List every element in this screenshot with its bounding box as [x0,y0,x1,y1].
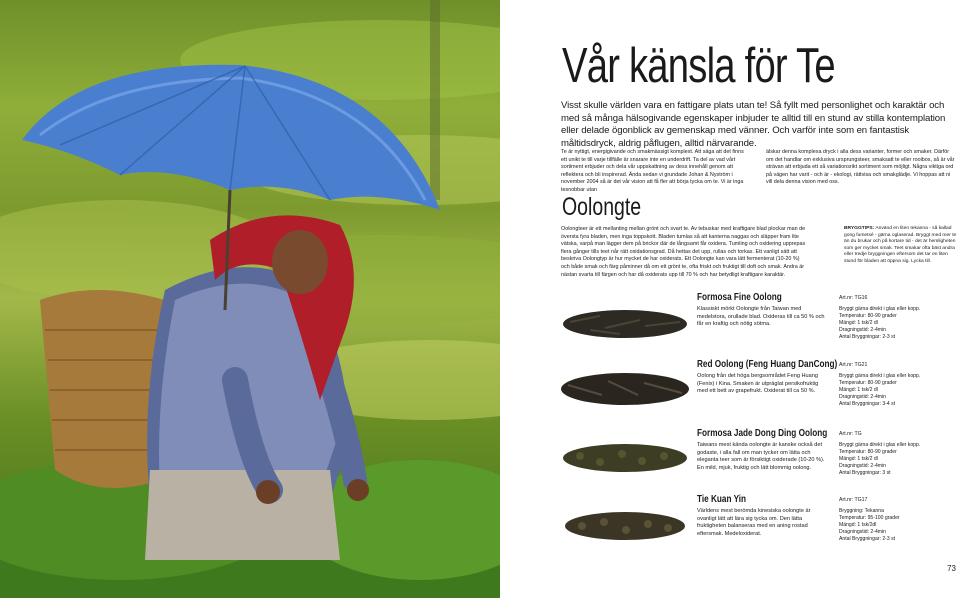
brew-line: Bryggt gärna direkt i glas eller kopp. [839,442,921,448]
brew-line: Antal Bryggningar: 2-3 st [839,535,896,542]
brew-line: Temperatur: 80-90 grader [839,448,897,455]
tea-leaves-image [560,365,690,415]
tea-brew-info [839,508,959,543]
tea-art-nr: Art.nr: TG17 [839,497,868,503]
text-page [500,0,960,598]
brew-line: Mängd: 1 tsk/2 dl [839,455,878,462]
tea-description: Taiwans mest kända oolongte är kanske också det godaste, i alla fall om man tycker om lätta och eleganta teer som är försiktigt oxiderade (10-20 %). En mild, mjuk, fruktig och lätt blommig oolong. [697,442,825,471]
brew-tip-text: Använd en liten tekanna - så kallad gong fumetsé - gärna oglaserad. Bryggt med mer te än du brukar och på kortare tid - det är hemligheten som ger mycket smak. Teet smakar ofta bäst andra eller tredje bryggningen eftersom det tar en liten stund för bladen att öppna sig. Lycka till. [844,226,957,264]
tea-item [560,494,960,584]
brew-line: Mängd: 1 tsk/2dl [839,521,877,528]
tea-art-nr: Art.nr: TG [839,431,862,437]
page-number: 73 [947,564,956,573]
brew-line: Antal Bryggningar: 2-3 st [839,333,896,340]
tea-leaves-image [560,500,690,550]
intro-column-right: älskar denna komplexa dryck i alla dess varianter, former och smaker. Därför om det handlar om exklusiva ursprungsteer, smaksatt te eller rooibos, så är vår strävan att erbjuda ett så variationsrikt sortiment som möjligt. Några viktiga ord på vägen har varit - och är - ekologi, rättvisa och smakglädje. Vi hoppas att ni vill dela denna vision med oss. [766,149,955,186]
tea-brew-info [839,373,959,408]
brew-tip [844,226,960,266]
tea-name: Tie Kuan Yin [697,494,747,505]
tea-leaves-image [560,434,690,484]
brew-line: Dragningstid: 2-4min [839,326,886,333]
section-text: Oolongteer är ett mellanting mellan grönt och svart te. Av tebuskar med kraftigare blad plockar man de översta fyra bladen, men inga toppskott. Bladen tumlas så att kanterna naggas och släpper fram lite vätska, varpå man lägger dem på brickor där de långsamt får oxidera. Tumling och oxidering upprepas flera gånger tills teet når rätt oxidationsgrad. Då hettas det upp, rullas och torkas. Ett vanligt sätt att beskriva Oolongtyp är hur mycket de har oxiderats. Ett Oolongte kan vara lätt fermenterat (10-20 %) och både smak och färg påminner då om ett grönt te, ofta friskt och fruktigt till doft och smak. Andra är nästan svarta till färgen och har då oxiderats upp till 70 % och har betydligt kraftigare karaktär. [561,226,806,278]
brew-line: Bryggt gärna direkt i glas eller kopp. [839,373,921,379]
tea-description: Klassiskt mörkt Oolongte från Taiwan med medelstora, orullade blad. Oxideras till ca 50 % och får en kraftig och nötig sötma. [697,306,825,327]
tea-name: Formosa Fine Oolong [697,292,782,303]
tea-description: Oolong från det höga bergsområdet Feng Huang (Fenix) i Kina. Smaken är utpräglat persikofruktig med ett bett av grapefrukt. Oxiderat till ca 50 %. [697,373,819,394]
tea-brew-info [839,306,959,341]
intro-column-left: Te är nyttigt, energigivande och smakmässigt komplext. Att säga att det finns ett unikt te till varje tillfälle är snarare inte en underdrift. Ta del av vad vårt sortiment erbjuder och dela vår uppskattning av dess innehåll genom att reflektera och bli inspirerad. Ända sedan vi grundade Johan & Nyström i november 2004 så är det vår vision att få fler att börja tycka om te. Vi är inga tesnobbar utan [561,149,744,193]
brew-line: Temperatur: 95-100 grader [839,514,900,521]
lead-paragraph: Visst skulle världen vara en fattigare plats utan te! Så fyllt med personlighet och karaktär och med så många hälsogivande egenskaper inbjuder te alltid till en stund av stilla kontemplation eller delade ögonblick av gemenskap med vänner. Och varför inte som en fantastisk måltidsdryck, aldrig påflugen, alltid närvarande. [561,100,946,149]
brew-line: Antal Bryggningar: 3 st [839,469,891,476]
brew-tip-label: BRYGGTIPS: [844,226,875,231]
brew-line: Bryggning: Tekanna [839,508,884,514]
page-title: Vår känsla för Te [562,39,835,93]
brew-line: Bryggt gärna direkt i glas eller kopp. [839,306,921,312]
brew-line: Antal Bryggningar: 3-4 st [839,400,896,407]
brew-line: Temperatur: 80-90 grader [839,312,897,319]
brew-line: Dragningstid: 2-4min [839,462,886,469]
tea-art-nr: Art.nr: TG16 [839,295,868,301]
tea-brew-info [839,442,959,477]
tea-leaves-image [560,298,690,348]
tea-name: Formosa Jade Dong Ding Oolong [697,428,828,439]
brew-line: Mängd: 1 tsk/2 dl [839,386,878,393]
tea-art-nr: Art.nr: TG21 [839,362,868,368]
section-title: Oolongte [562,193,642,221]
tea-description: Världens mest berömda kinesiska oolongte är ovanligt lätt att lära sig tycka om. Den lätta fruktigheten balanseras med en aning rostad eftersmak. Medeloxiderat. [697,508,811,537]
brew-line: Dragningstid: 2-4min [839,528,886,535]
brew-line: Mängd: 1 tsk/2 dl [839,319,878,326]
brew-line: Temperatur: 80-90 grader [839,379,897,386]
brew-line: Dragningstid: 2-4min [839,393,886,400]
tea-name: Red Oolong (Feng Huang DanCong) [697,359,838,370]
